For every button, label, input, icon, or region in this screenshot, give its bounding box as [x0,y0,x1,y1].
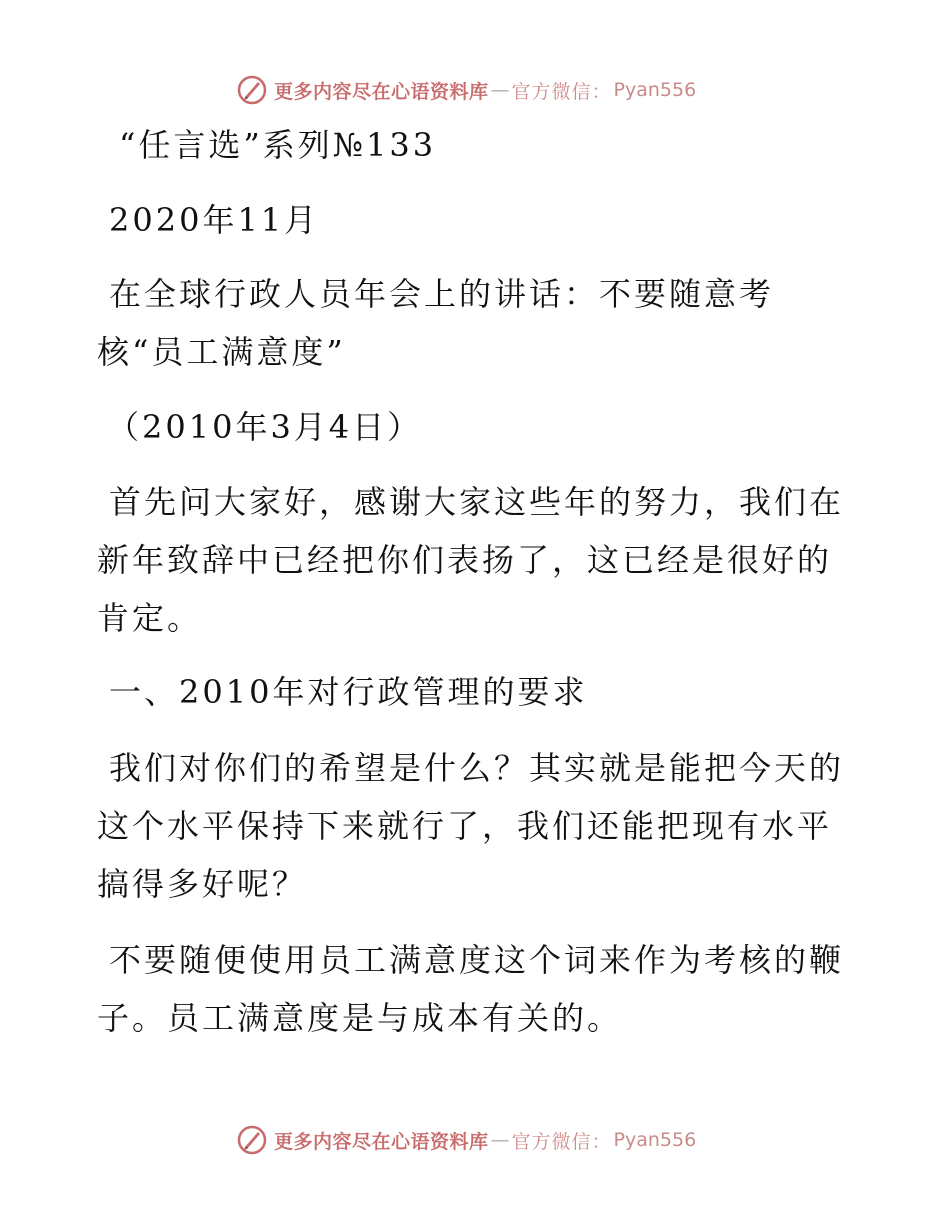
page-title-line-2: 核“员工满意度” [97,333,346,371]
paragraph-satisfaction: 不要随便使用员工满意度这个词来作为考核的鞭子。员工满意度是与成本有关的。 [97,941,845,1037]
watermark-wechat-id: Pyan556 [613,1129,697,1151]
page-title-line-1: 在全球行政人员年会上的讲话：不要随意考 [109,275,775,313]
quill-logo-icon [236,1124,268,1156]
header-watermark [236,73,696,107]
paragraph-expectation: 我们对你们的希望是什么？其实就是能把今天的这个水平保持下来就行了，我们还能把现有水平搞得多好呢？ [97,749,845,903]
publish-date: 2020年11月 [109,201,320,239]
series-label: “任言选”系列№133 [119,126,437,164]
watermark-wechat-id: Pyan556 [613,79,697,101]
section-heading: 一、2010年对行政管理的要求 [109,673,588,711]
quill-logo-icon [236,74,268,106]
watermark-separator: — [490,79,510,101]
watermark-wechat-label: 官方微信： [511,80,612,103]
watermark-separator: — [490,1129,510,1151]
speech-date: （2010年3月4日） [107,408,423,446]
watermark-wechat-label: 官方微信： [511,1130,612,1153]
footer-watermark [236,1123,696,1157]
paragraph-greeting: 首先问大家好，感谢大家这些年的努力，我们在新年致辞中已经把你们表扬了，这已经是很好的肯定。 [97,483,845,637]
watermark-brand: 更多内容尽在心语资料库 [274,1130,489,1153]
watermark-brand: 更多内容尽在心语资料库 [274,80,489,103]
